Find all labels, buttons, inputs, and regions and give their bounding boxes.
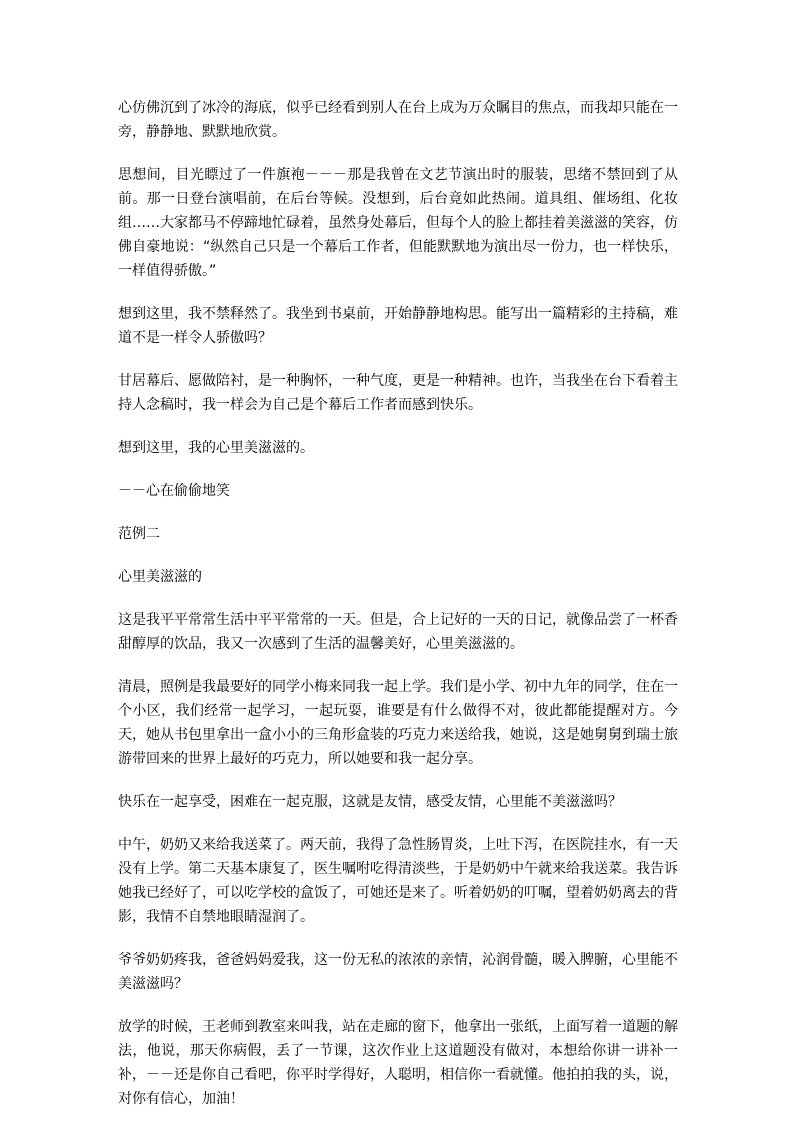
paragraph: 思想间，目光瞟过了一件旗袍－－－那是我曾在文艺节演出时的服装，思绪不禁回到了从前。那一日登台演唱前，在后台等候。没想到，后台竟如此热闹。道具组、催场组、化妆组……大家都马不停蹄地忙碌着，虽然身处幕后，但每个人的脸上都挂着美滋滋的笑容，仿佛自豪地说：“纵然自己只是一个幕后工作者，但能默默地为演出尽一份力，也一样快乐，一样值得骄傲。” — [118, 167, 678, 279]
paragraph: 爷爷奶奶疼我，爸爸妈妈爱我，这一份无私的浓浓的亲情，沁润骨髓，暖入脾腑，心里能不美滋滋吗？ — [118, 952, 678, 992]
paragraph: 清晨，照例是我最要好的同学小梅来同我一起上学。我们是小学、初中九年的同学，住在一个小区，我们经常一起学习，一起玩耍，谁要是有什么做得不对，彼此都能提醒对方。今天，她从书包里拿出一盒小小的三角形盒装的巧克力来送给我，她说，这是她舅舅到瑞士旅游带回来的世界上最好的巧克力，所以她要和我一起分享。 — [118, 679, 678, 767]
section-heading: 范例二 — [118, 526, 160, 542]
paragraph: 这是我平平常常生活中平平常常的一天。但是，合上记好的一天的日记，就像品尝了一杯香甜醇厚的饮品，我又一次感到了生活的温馨美好，心里美滋滋的。 — [118, 612, 678, 652]
paragraph: 心仿佛沉到了冰冷的海底，似乎已经看到别人在台上成为万众瞩目的焦点，而我却只能在一旁，静静地、默默地欣赏。 — [118, 100, 678, 140]
paragraph: 想到这里，我不禁释然了。我坐到书桌前，开始静静地构思。能写出一篇精彩的主持稿，难道不是一样令人骄傲吗？ — [118, 306, 678, 346]
paragraph: 想到这里，我的心里美滋滋的。 — [118, 440, 314, 456]
document-body — [118, 96, 678, 1130]
section-signoff: －－心在偷偷地笑 — [118, 483, 230, 499]
paragraph: 放学的时候，王老师到教室来叫我，站在走廊的窗下，他拿出一张纸，上面写着一道题的解法，他说，那天你病假，丢了一节课，这次作业上这道题没有做对，本想给你讲一讲补一补，－－还是你自己看吧，你平时学得好，人聪明，相信你一看就懂。他拍拍我的头，说，对你有信心，加油！ — [118, 1019, 678, 1107]
essay-title: 心里美滋滋的 — [118, 569, 202, 585]
paragraph: 甘居幕后、愿做陪衬，是一种胸怀，一种气度，更是一种精神。也许，当我坐在台下看着主持人念稿时，我一样会为自己是个幕后工作者而感到快乐。 — [118, 373, 678, 413]
paragraph: 中午，奶奶又来给我送菜了。两天前，我得了急性肠胃炎，上吐下泻，在医院挂水，有一天没有上学。第二天基本康复了，医生嘱咐吃得清淡些，于是奶奶中午就来给我送菜。我告诉她我已经好了，可以吃学校的盒饭了，可她还是来了。听着奶奶的叮嘱，望着奶奶离去的背影，我情不自禁地眼睛湿润了。 — [118, 837, 678, 925]
paragraph: 快乐在一起享受，困难在一起克服，这就是友情，感受友情，心里能不美滋滋吗？ — [118, 794, 622, 810]
